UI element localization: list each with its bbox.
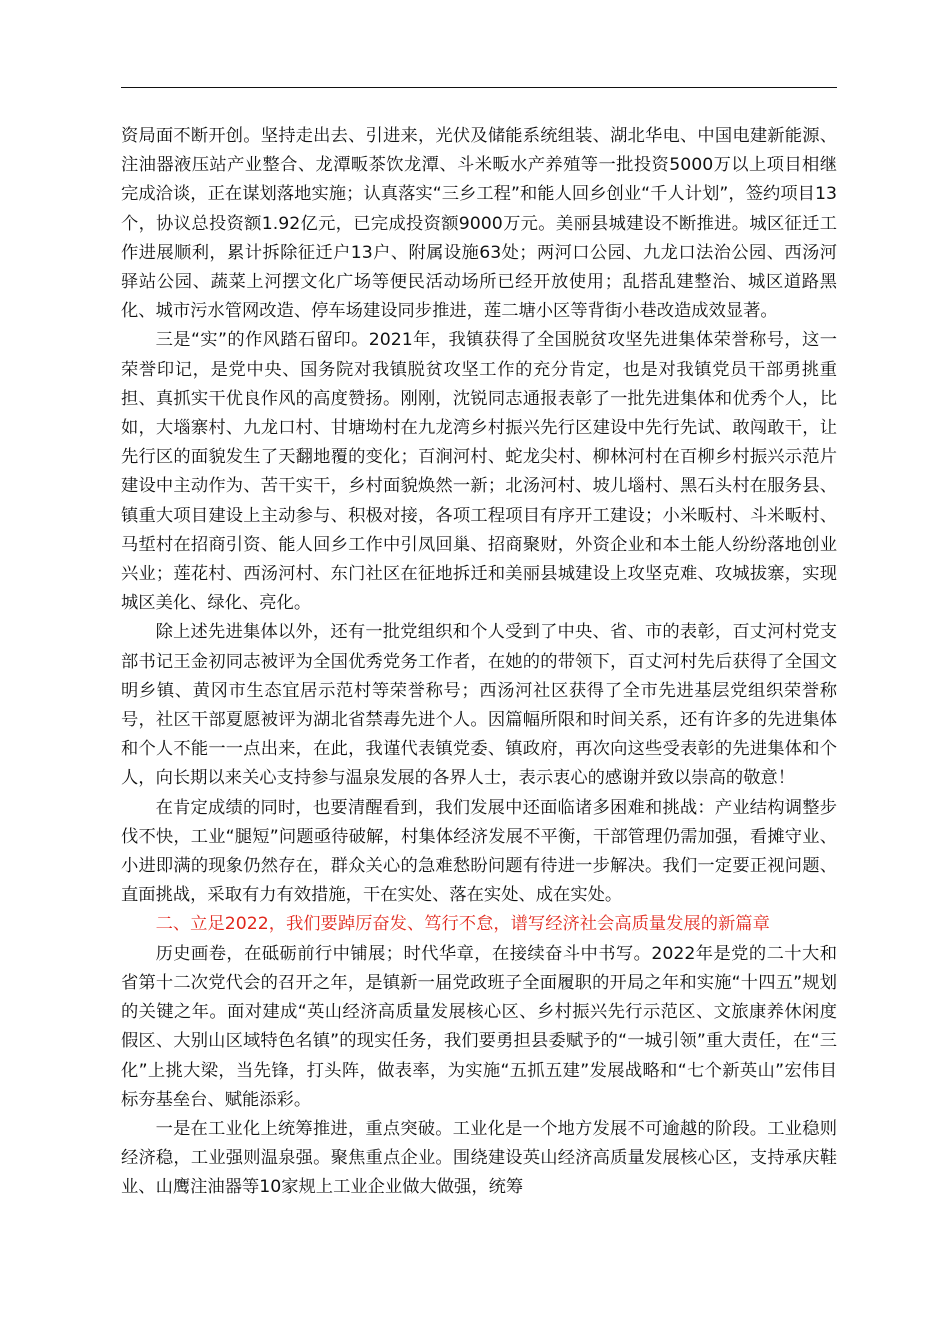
paragraph-3: 除上述先进集体以外，还有一批党组织和个人受到了中央、省、市的表彰，百丈河村党支部书记王金初同志被评为全国优秀党务工作者，在她的的带领下，百丈河村先后获得了全国文明乡镇、黄冈市生态宜居示范村等荣誉称号；西汤河社区获得了全市先进基层党组织荣誉称号，社区干部夏愿被评为湖北省禁毒先进个人。因篇幅所限和时间关系，还有许多的先进集体和个人不能一一点出来，在此，我谨代表镇党委、镇政府，再次向这些受表彰的先进集体和个人，向长期以来关心支持参与温泉发展的各界人士，表示衷心的感谢并致以崇高的敬意！ <box>121 622 837 789</box>
header-rule <box>121 87 837 88</box>
paragraph-6: 一是在工业化上统筹推进，重点突破。工业化是一个地方发展不可逾越的阶段。工业稳则经济稳，工业强则温泉强。聚焦重点企业。围绕建设英山经济高质量发展核心区，支持承庆鞋业、山鹰注油器等10家规上工业企业做大做强，统筹 <box>121 1118 837 1198</box>
paragraph-4: 在肯定成绩的同时，也要清醒看到，我们发展中还面临诸多困难和挑战：产业结构调整步伐不快，工业“腿短”问题亟待破解，村集体经济发展不平衡，干部管理仍需加强，看摊守业、小进即满的现象仍然存在，群众关心的急难愁盼问题有待进一步解决。我们一定要正视问题、直面挑战，采取有力有效措施，干在实处、落在实处、成在实处。 <box>121 797 837 906</box>
paragraph-5: 历史画卷，在砥砺前行中铺展；时代华章，在接续奋斗中书写。2022年是党的二十大和省第十二次党代会的召开之年，是镇新一届党政班子全面履职的开局之年和实施“十四五”规划的关键之年。面对建成“英山经济高质量发展核心区、乡村振兴先行示范区、文旅康养休闲度假区、大别山区域特色名镇”的现实任务，我们要勇担县委赋予的“一城引领”重大责任，在“三化”上挑大梁，当先锋，打头阵，做表率，为实施“五抓五建”发展战略和“七个新英山”宏伟目标夯基垒台、赋能添彩。 <box>121 943 837 1110</box>
document-body <box>121 122 837 1203</box>
paragraph-1: 资局面不断开创。坚持走出去、引进来，光伏及储能系统组装、湖北华电、中国电建新能源、注油器液压站产业整合、龙潭畈茶饮龙潭、斗米畈水产养殖等一批投资5000万以上项目相继完成洽谈，正在谋划落地实施；认真落实“三乡工程”和能人回乡创业“千人计划”，签约项目13个，协议总投资额1.92亿元，已完成投资额9000万元。美丽县城建设不断推进。城区征迁工作进展顺利，累计拆除征迁户13户、附属设施63处；两河口公园、九龙口法治公园、西汤河驿站公园、蔬菜上河摆文化广场等便民活动场所已经开放使用；乱搭乱建整治、城区道路黑化、城市污水管网改造、停车场建设同步推进，莲二塘小区等背街小巷改造成效显著。 <box>121 126 837 322</box>
section-heading: 二、立足2022，我们要踔厉奋发、笃行不怠，谱写经济社会高质量发展的新篇章 <box>155 914 770 935</box>
paragraph-2: 三是“实”的作风踏石留印。2021年，我镇获得了全国脱贫攻坚先进集体荣誉称号，这一荣誉印记，是党中央、国务院对我镇脱贫攻坚工作的充分肯定，也是对我镇党员干部勇挑重担、真抓实干优良作风的高度赞扬。刚刚，沈锐同志通报表彰了一批先进集体和优秀个人，比如，大堖寨村、九龙口村、甘塘坳村在九龙湾乡村振兴先行区建设中先行先试、敢闯敢干，让先行区的面貌发生了天翻地覆的变化；百涧河村、蛇龙尖村、柳林河村在百柳乡村振兴示范片建设中主动作为、苦干实干，乡村面貌焕然一新；北汤河村、坡儿堖村、黑石头村在服务县、镇重大项目建设上主动参与、积极对接，各项工程项目有序开工建设；小米畈村、斗米畈村、马埑村在招商引资、能人回乡工作中引凤回巢、招商聚财，外资企业和本土能人纷纷落地创业兴业；莲花村、西汤河村、东门社区在征地拆迁和美丽县城建设上攻坚克难、攻城拔寨，实现城区美化、绿化、亮化。 <box>121 330 837 614</box>
